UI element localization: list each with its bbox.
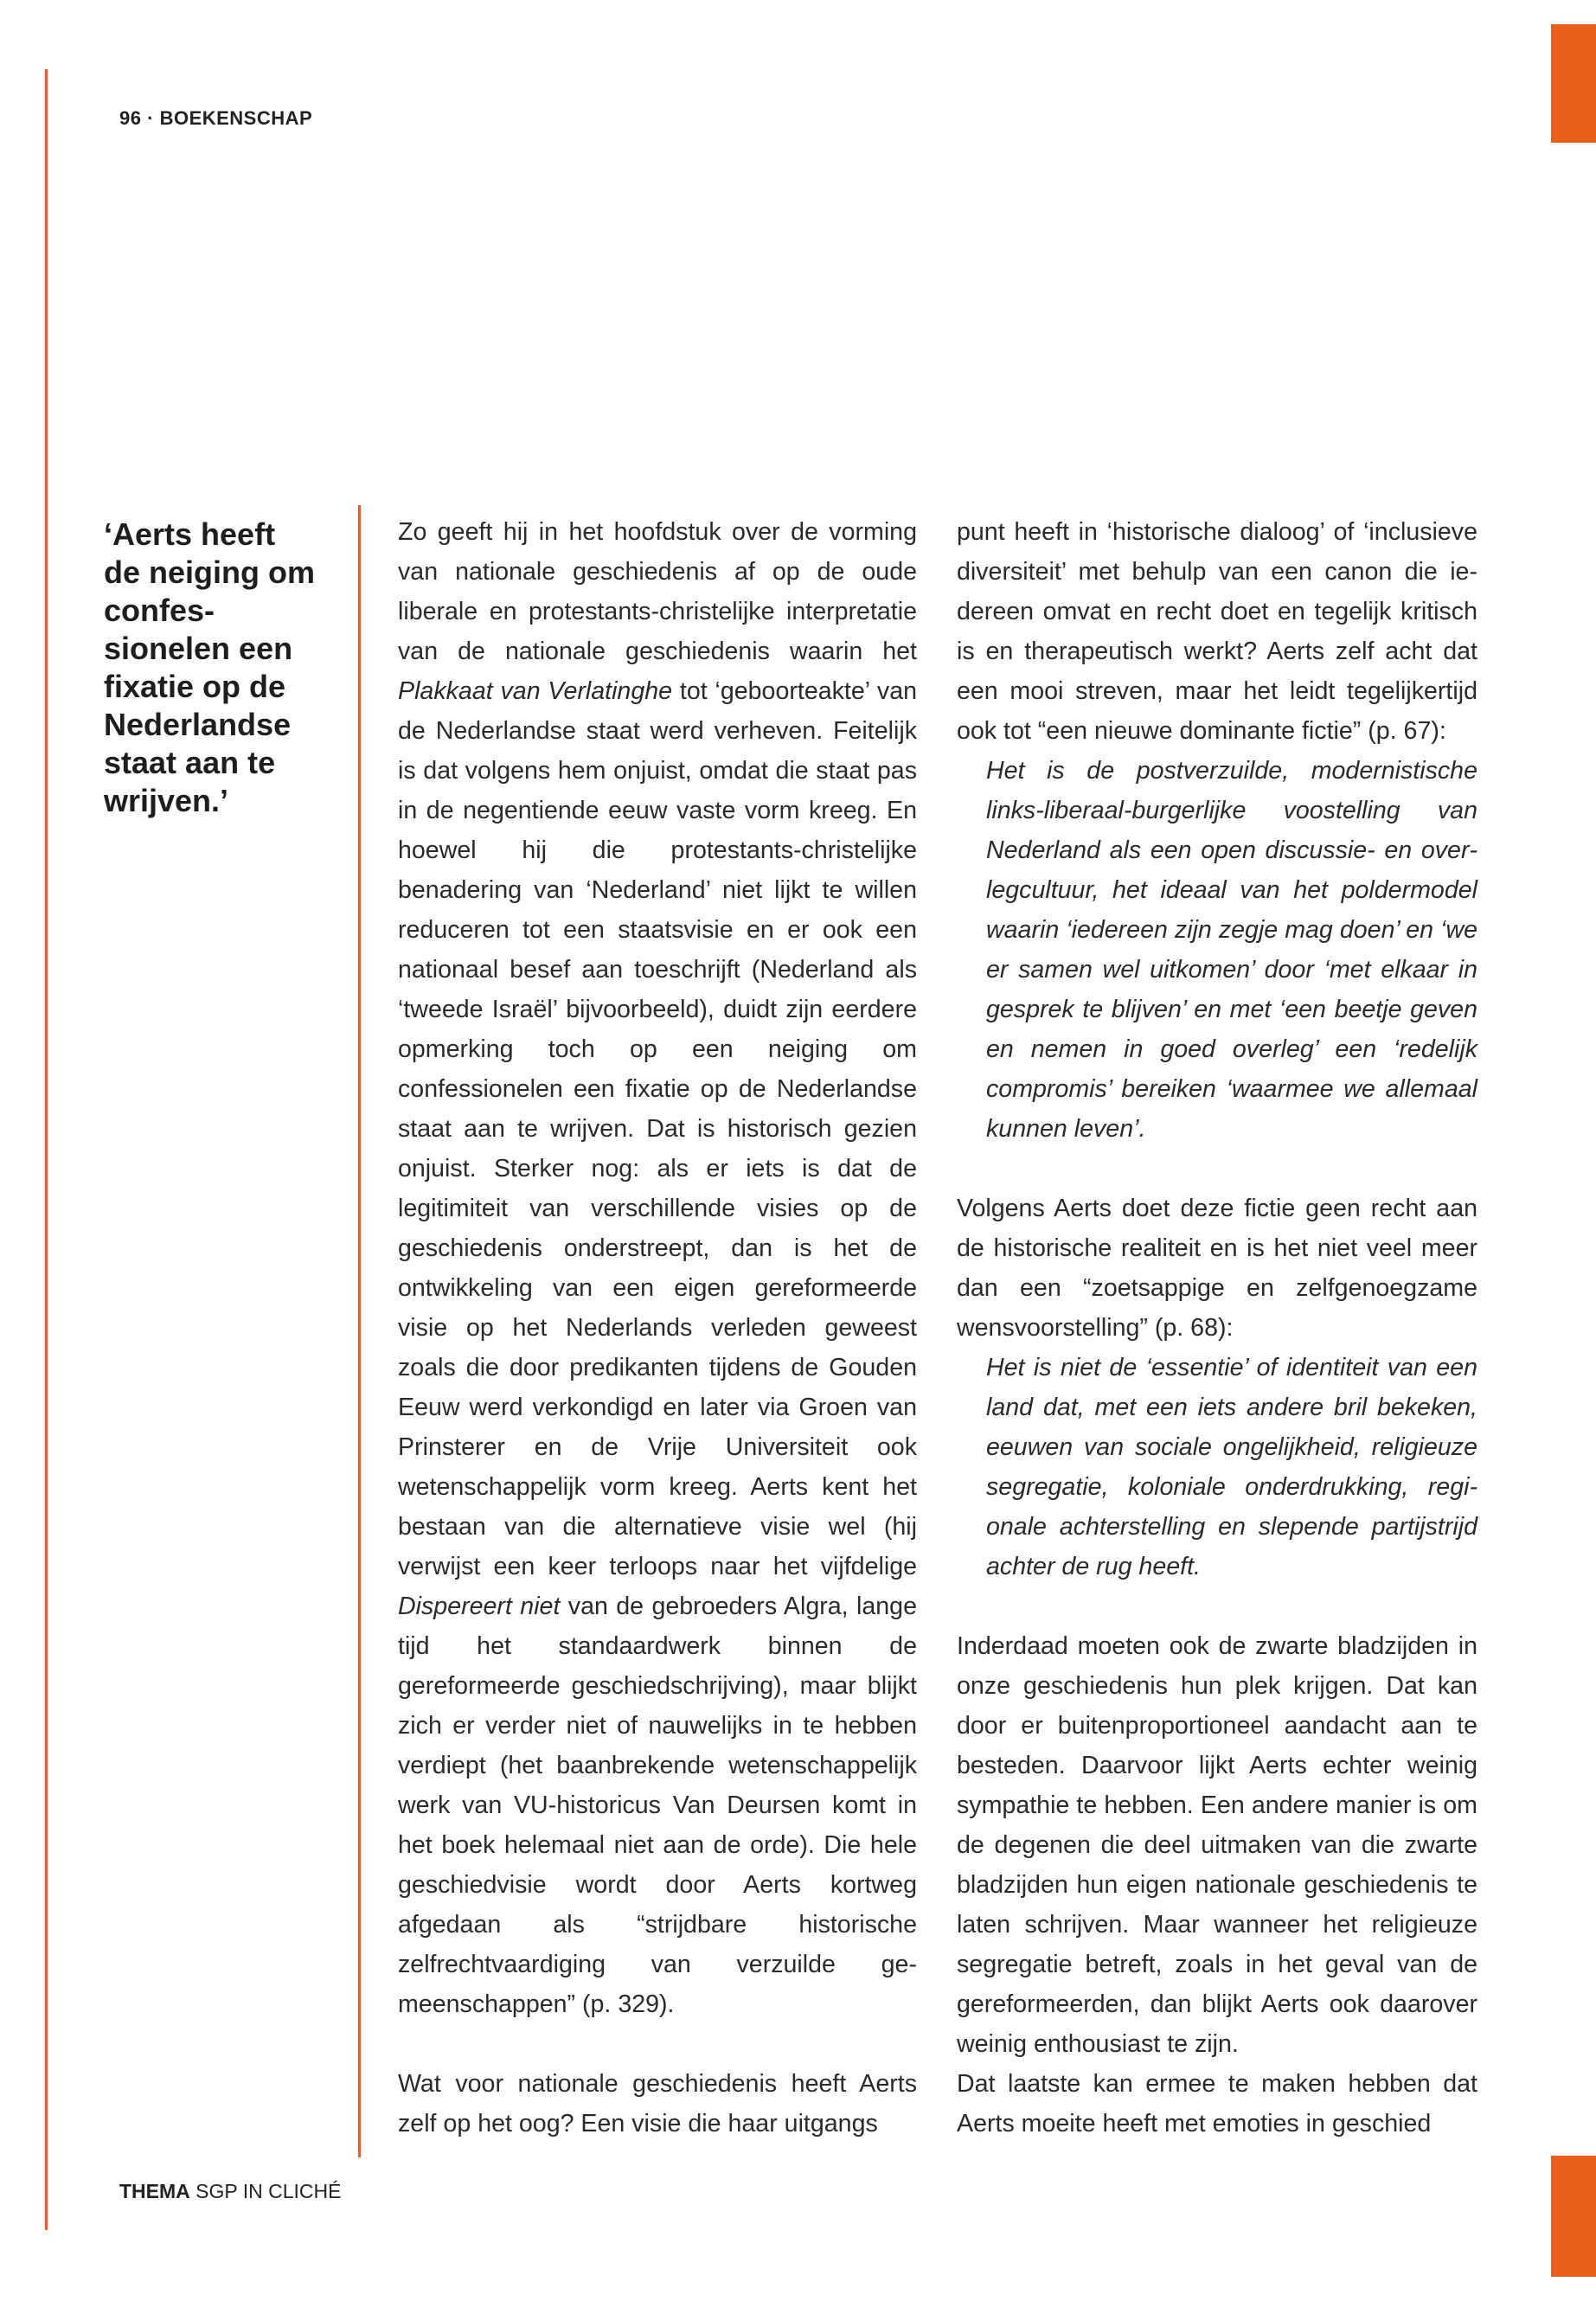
left-margin-rule — [45, 69, 48, 2230]
running-footer — [119, 2180, 341, 2203]
paragraph-4: Volgens Aerts doet deze fictie geen recht aan de historische realiteit en is het niet veel meer dan een “zoetsappige en zelfgenoegzame wensvoorstelling” (p. 68): — [957, 1195, 1477, 1342]
pull-quote: ‘Aerts heeft de neiging om confessionelen een fixatie op de Nederlandse staat aan te wrijven.’ — [104, 516, 316, 818]
header-separator: · — [147, 107, 154, 129]
bottom-accent-tab — [1551, 2156, 1596, 2277]
paragraph-1-text-a: Zo geeft hij in het hoofdstuk over de vorming van nationale geschiedenis af op de oude liberale en protestants-christelijke interpretatie van de nationale geschiedenis waarin het — [398, 518, 917, 665]
paragraph-6: Dat laatste kan ermee te maken hebben dat Aerts moeite heeft met emoties in geschied — [957, 2070, 1477, 2138]
page-number: 96 — [119, 107, 142, 129]
paragraph-3: punt heeft in ‘historische dialoog’ of ‘inclusieve diversiteit’ met behulp van een canon die iedereen omvat en recht doet en tegelijk kritisch is en therapeutisch werkt? Aerts zelf acht dat een mooi streven, maar het leidt tegelijkertijd ook tot “een nieuwe dominante fictie” (p. 67): — [957, 518, 1477, 745]
footer-issue-title: SGP IN CLICHÉ — [195, 2180, 342, 2202]
paragraph-1-text-c: van de gebroeders Algra, lange tijd het standaardwerk binnen de gereformeerde geschiedschrijving), maar blijkt zich er verder niet of nauwelijks in te hebben verdiept (het baanbrekende wetenschappelijk werk van VU-historicus Van Deursen komt in het boek helemaal niet aan de orde). Die hele geschiedvisie wordt door Aerts kortweg afgedaan als “strijdbare historische zelfrechtvaardiging van verzuilde gemeenschappen” (p. 329). — [398, 1593, 917, 2018]
running-header — [119, 107, 312, 130]
block-quote-2: Het is niet de ‘essentie’ of identiteit van een land dat, met een iets andere bril bekeken, eeuwen van sociale ongelijkheid, religieuze segregatie, koloniale onderdrukking, regionale achterstelling en slepende partijstrijd achter de rug heeft. — [986, 1354, 1477, 1580]
plakkaat-title: Plakkaat van Verlatinghe — [398, 677, 673, 705]
top-accent-tab — [1551, 24, 1596, 143]
paragraph-1-text-b: tot ‘geboorteakte’ van de Nederlandse staat werd verheven. Feitelijk is dat volgens hem onjuist, omdat die staat pas in de negentiende eeuw vaste vorm kreeg. En hoewel hij die protestants-christelijke benadering van ‘Nederland’ niet lijkt te willen reduceren tot een staatsvisie en er ook een nationaal besef aan toeschrijft (Nederland als ‘tweede Israël’ bijvoorbeeld), duidt zijn eerdere opmerking toch op een neiging om confessionelen een fixatie op de Nederlandse staat aan te wrijven. Dat is historisch gezien onjuist. Sterker nog: als er iets is dat de legitimiteit van verschillende visies op de geschiedenis onderstreept, dan is het de ontwikkeling van een eigen gereformeerde visie op het Nederlands verleden geweest zoals die door predikanten tijdens de Gouden Eeuw werd verkondigd en later via Groen van Prinsterer en de Vrije Universiteit ook wetenschappelijk vorm kreeg. Aerts kent het bestaan van die alternatieve visie wel (hij verwijst een keer terloops naar het vijfdelige — [398, 677, 918, 1580]
paragraph-1 — [398, 512, 917, 2024]
block-quote-1: Het is de postverzuilde, modernistische links-liberaal-burgerlijke voostelling van Nederland als een open discussie- en overlegcultuur, het ideaal van het poldermodel waarin ‘iedereen zijn zegje mag doen’ en ‘we er samen wel uitkomen’ door ‘met elkaar in gesprek te blijven’ en met ‘een beetje geven en nemen in goed overleg’ een ‘redelijk compromis’ bereiken ‘waarmee we allemaal kunnen leven’. — [986, 757, 1477, 1143]
paragraph-2: Wat voor nationale geschiedenis heeft Aerts zelf op het oog? Een visie die haar uitgangs — [398, 2070, 917, 2138]
dispereert-title: Dispereert niet — [398, 1593, 561, 1620]
article-column-2 — [957, 512, 1477, 2144]
pullquote-divider-rule — [358, 505, 361, 2157]
article-column-1 — [398, 512, 917, 2144]
section-title: BOEKENSCHAP — [159, 107, 313, 129]
footer-thema-label: THEMA — [119, 2180, 190, 2202]
paragraph-5: Inderdaad moeten ook de zwarte bladzijden in onze geschiedenis hun plek krijgen. Dat kan door er buitenproportioneel aandacht aan te besteden. Daarvoor lijkt Aerts echter weinig sympathie te hebben. Een andere manier is om de degenen die deel uitmaken van die zwarte bladzijden hun eigen nationale geschiedenis te laten schrijven. Maar wanneer het religieuze segregatie betreft, zoals in het geval van de gereformeerden, dan blijkt Aerts ook daarover weinig enthousiast te zijn. — [957, 1632, 1477, 2058]
